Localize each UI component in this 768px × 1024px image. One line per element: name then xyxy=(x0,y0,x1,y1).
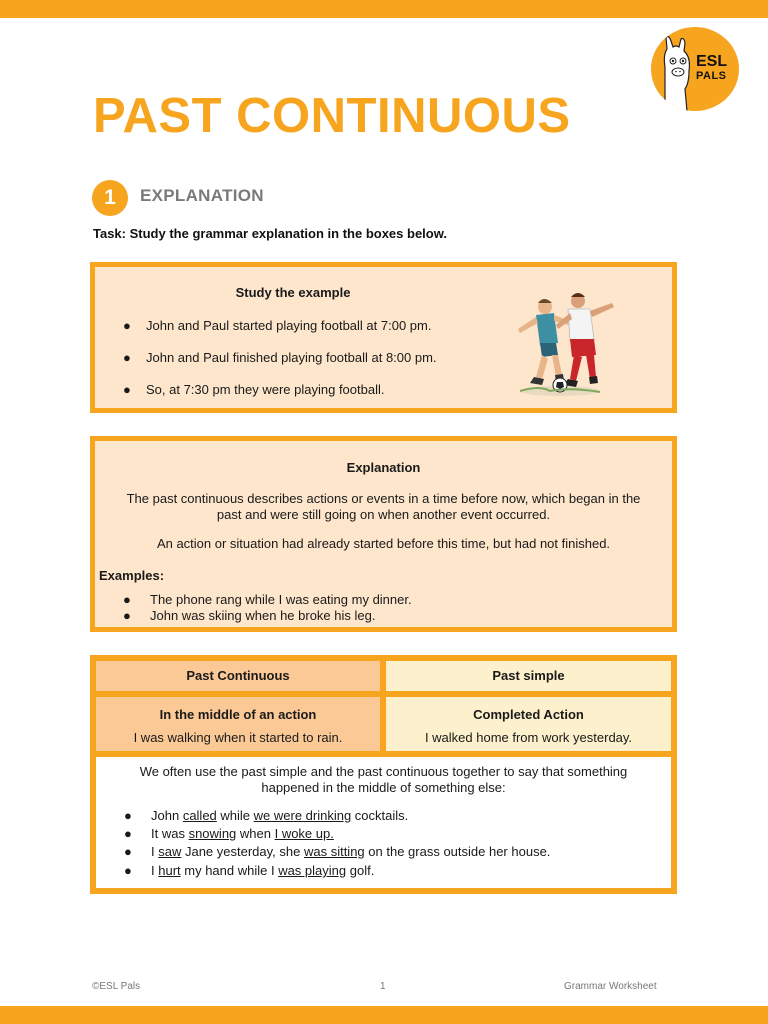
past-continuous-header-cell xyxy=(96,661,380,691)
top-accent-bar xyxy=(0,0,768,18)
section-number-badge: 1 xyxy=(92,180,128,216)
bullet: ● xyxy=(123,318,131,333)
explanation-box xyxy=(90,436,677,632)
list-item-text: It was snowing when I woke up. xyxy=(151,826,334,841)
list-item-text: So, at 7:30 pm they were playing football. xyxy=(146,382,385,397)
bullet: ● xyxy=(124,826,132,841)
usage-example: I walked home from work yesterday. xyxy=(424,730,633,745)
past-simple-header-cell xyxy=(386,661,671,691)
bullet: ● xyxy=(123,608,131,623)
logo-line2: PALS xyxy=(696,70,727,82)
column-header: Past simple xyxy=(492,668,565,683)
explanation-heading: Explanation xyxy=(346,460,421,475)
explanation-box-panel xyxy=(95,441,672,627)
list-item-text: John called while we were drinking cocktails. xyxy=(151,808,409,823)
list-item-text: The phone rang while I was eating my dinner. xyxy=(150,592,412,607)
section-title: EXPLANATION xyxy=(140,186,264,205)
bottom-accent-bar xyxy=(0,1006,768,1024)
list-item-text: John was skiing when he broke his leg. xyxy=(150,608,376,623)
usage-title: Completed Action xyxy=(473,707,584,722)
bullet: ● xyxy=(123,592,131,607)
bullet: ● xyxy=(123,350,131,365)
footer-worksheet-label: Grammar Worksheet xyxy=(564,981,657,992)
esl-pals-logo xyxy=(651,27,739,111)
column-header: Past Continuous xyxy=(186,668,290,683)
past-simple-usage-cell xyxy=(386,697,671,751)
note-line: We often use the past simple and the past continuous together to say that something xyxy=(139,764,628,779)
bullet: ● xyxy=(124,808,132,823)
list-item-text: I hurt my hand while I was playing golf. xyxy=(151,863,375,878)
footer-copyright: ©ESL Pals xyxy=(92,981,141,992)
bullet: ● xyxy=(124,863,132,878)
example-box-panel xyxy=(95,267,672,408)
explanation-paragraph-2: An action or situation had already started before this time, but had not finished. xyxy=(156,536,611,551)
bullet: ● xyxy=(124,844,132,859)
football-players-illustration xyxy=(500,281,630,399)
list-item-text: John and Paul finished playing football at 8:00 pm. xyxy=(146,350,437,365)
explanation-paragraph-1 xyxy=(99,491,668,523)
logo-wordmark xyxy=(696,55,736,83)
bullet: ● xyxy=(123,382,131,397)
combined-usage-cell xyxy=(96,757,671,888)
comparison-box xyxy=(90,655,677,894)
examples-label: Examples: xyxy=(99,568,165,583)
combined-usage-note xyxy=(96,764,671,796)
usage-example: I was walking when it started to rain. xyxy=(133,730,343,745)
task-instruction: Task: Study the grammar explanation in the boxes below. xyxy=(93,226,447,241)
example-box xyxy=(90,262,677,413)
past-continuous-usage-cell xyxy=(96,697,380,751)
list-item-text: John and Paul started playing football at 7:00 pm. xyxy=(146,318,432,333)
example-box-heading: Study the example xyxy=(235,285,351,300)
paragraph-line: The past continuous describes actions or events in a time before now, which began in the xyxy=(126,491,641,506)
list-item-text: I saw Jane yesterday, she was sitting on the grass outside her house. xyxy=(151,844,551,859)
logo-line1: ESL xyxy=(696,53,728,70)
footer-page-number: 1 xyxy=(380,981,386,992)
paragraph-line: past and were still going on when another event occurred. xyxy=(216,507,551,522)
page-title: PAST CONTINUOUS xyxy=(93,89,571,143)
usage-title: In the middle of an action xyxy=(159,707,317,722)
note-line: happened in the middle of something else: xyxy=(261,780,506,795)
